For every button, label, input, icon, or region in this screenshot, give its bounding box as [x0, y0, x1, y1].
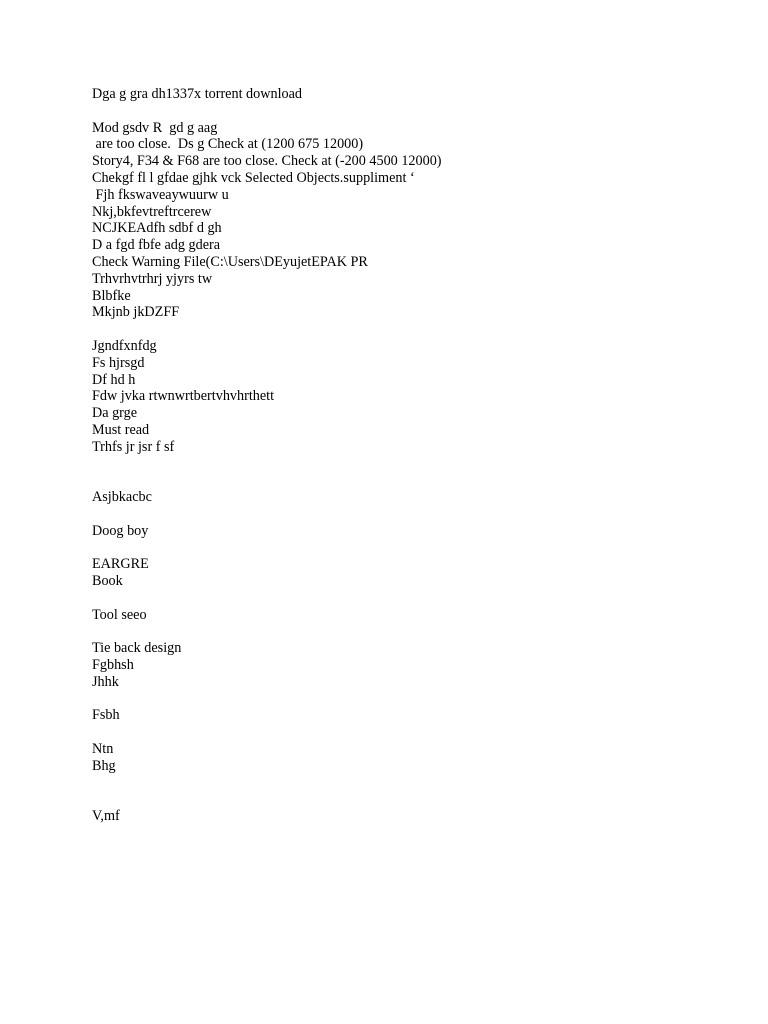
blank-line	[92, 624, 732, 641]
text-line: Trhvrhvtrhrj yjyrs tw	[92, 270, 213, 287]
text-line: are too close. Ds g Check at (1200 675 12000)	[92, 136, 364, 153]
text-line: Blbfke	[92, 287, 131, 304]
text-line: EARGRE	[92, 556, 149, 573]
text-line: Doog boy	[92, 522, 149, 539]
text-line: Jhhk	[92, 673, 119, 690]
document-text	[92, 86, 732, 825]
blank-line	[92, 791, 732, 808]
blank-line	[92, 540, 732, 557]
text-line: Mod gsdv R gd g aag	[92, 119, 218, 136]
text-line: Story4, F34 & F68 are too close. Check at (-200 4500 12000)	[92, 153, 442, 170]
text-line-title: Dga g gra dh1337x torrent download	[92, 86, 303, 102]
text-line: Check Warning File(C:\Users\DEyujetEPAK PR	[92, 253, 368, 270]
text-line: Fsbh	[92, 707, 120, 724]
text-line: Ntn	[92, 741, 114, 758]
text-line: Tool seeo	[92, 606, 147, 623]
text-line: Book	[92, 573, 123, 590]
text-line: Fdw jvka rtwnwrtbertvhvhrthett	[92, 388, 275, 405]
text-line: Nkj,bkfevtreftrcerew	[92, 203, 212, 220]
blank-line	[92, 321, 732, 338]
blank-line	[92, 472, 732, 489]
text-line: Jgndfxnfdg	[92, 337, 157, 354]
blank-line	[92, 775, 732, 792]
blank-line	[92, 691, 732, 708]
blank-line	[92, 103, 732, 120]
text-line: Da grge	[92, 405, 138, 422]
text-line: NCJKEAdfh sdbf d gh	[92, 220, 222, 237]
text-line: Trhfs jr jsr f sf	[92, 438, 175, 455]
text-line: V,mf	[92, 808, 120, 825]
blank-line	[92, 590, 732, 607]
text-line: D a fgd fbfe adg gdera	[92, 237, 221, 254]
text-line: Fs hjrsgd	[92, 354, 145, 371]
text-line: Chekgf fl l gfdae gjhk vck Selected Objects.suppliment ‘	[92, 169, 415, 186]
text-line: Bhg	[92, 757, 116, 774]
text-line: Fgbhsh	[92, 657, 134, 674]
blank-line	[92, 724, 732, 741]
blank-line	[92, 456, 732, 473]
text-line: Fjh fkswaveaywuurw u	[92, 186, 229, 203]
blank-line	[92, 506, 732, 523]
text-line: Asjbkacbc	[92, 489, 152, 506]
text-line: Tie back design	[92, 640, 182, 657]
text-line: Mkjnb jkDZFF	[92, 304, 180, 321]
text-line: Df hd h	[92, 371, 136, 388]
text-line: Must read	[92, 421, 150, 438]
